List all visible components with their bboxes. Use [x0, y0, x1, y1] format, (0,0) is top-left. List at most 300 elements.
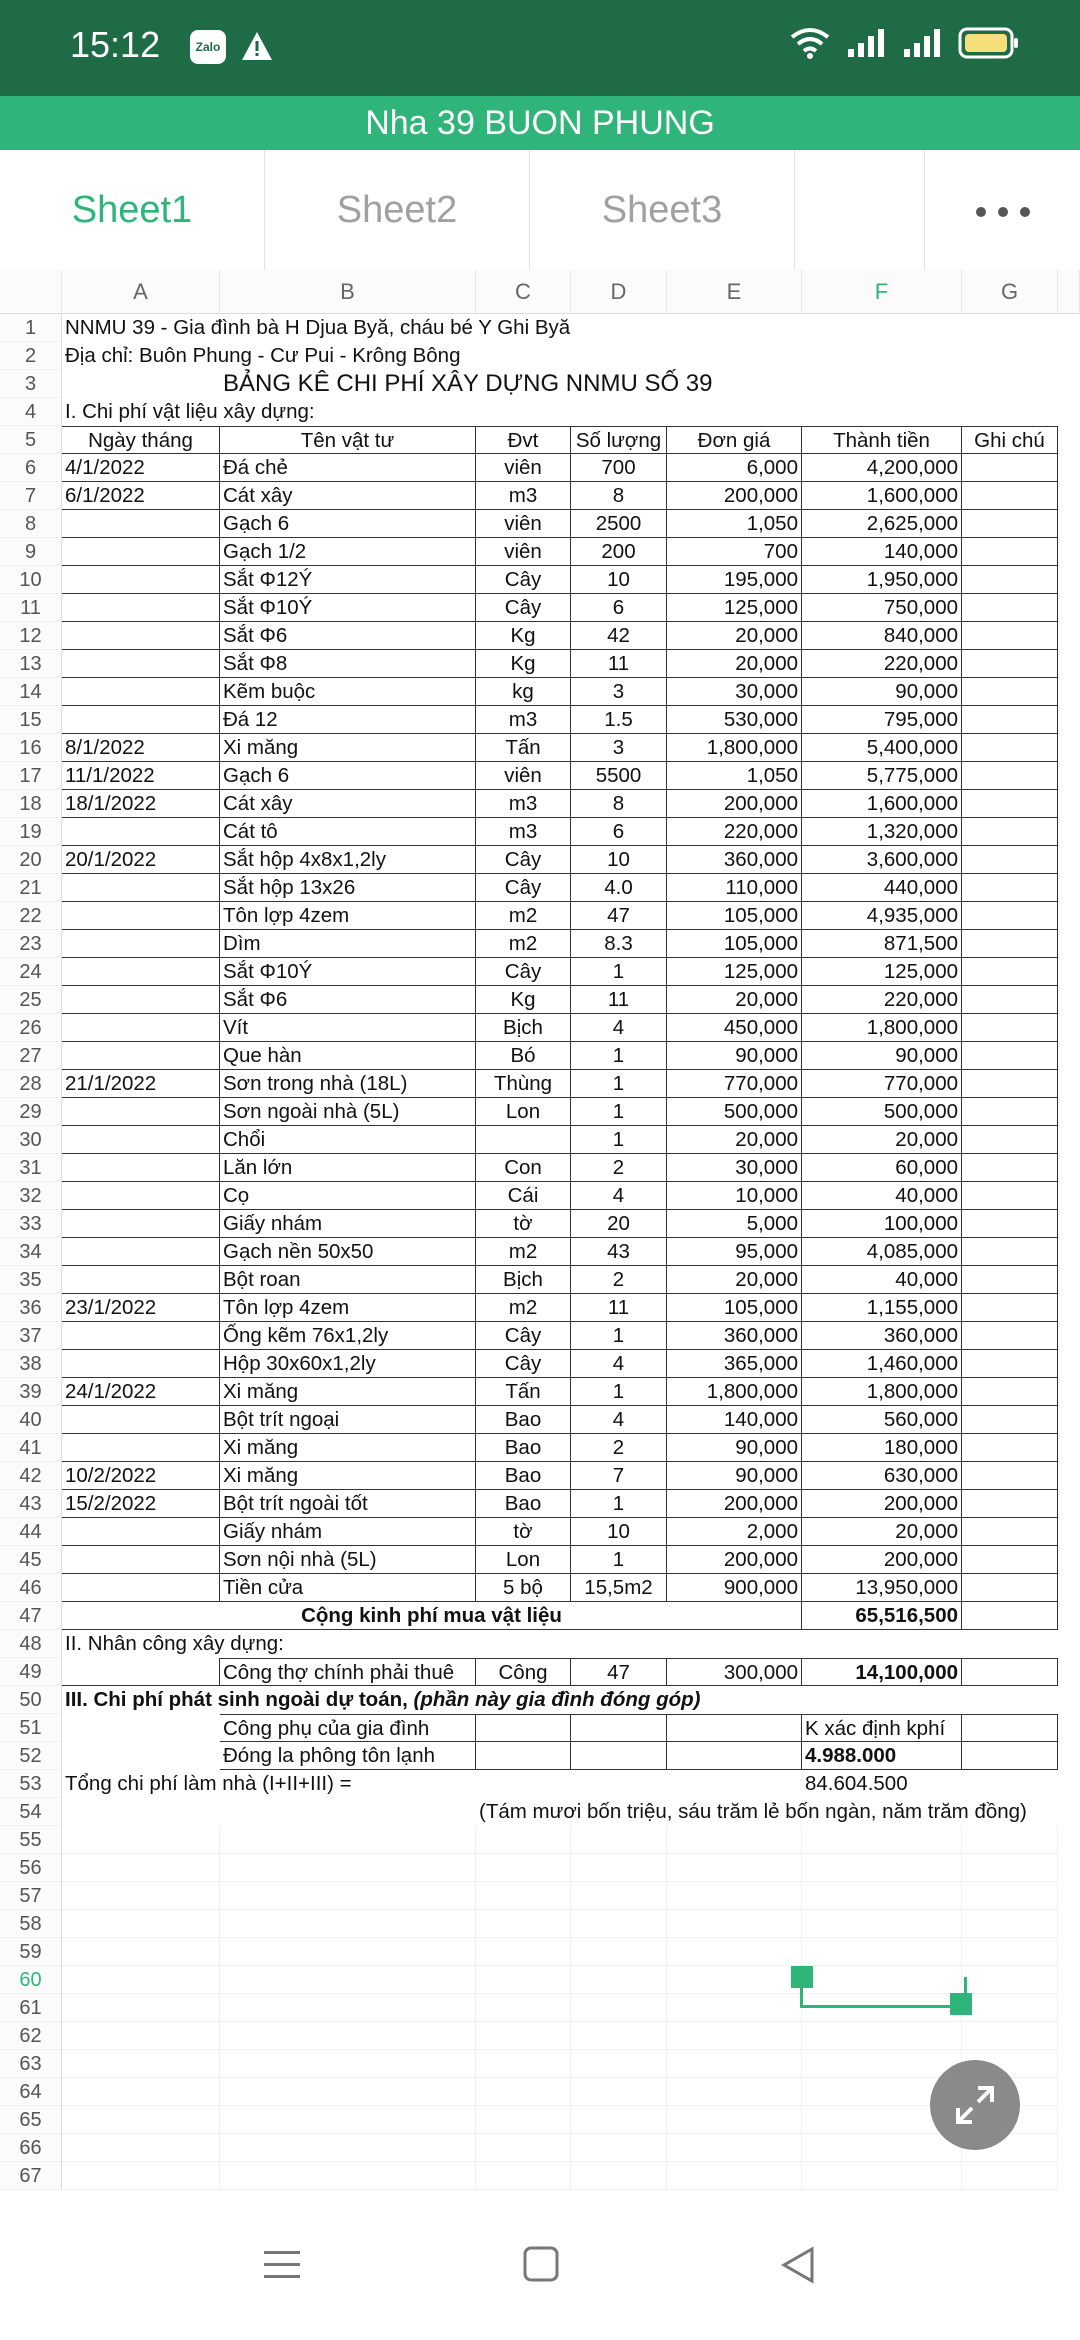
empty-cell[interactable]	[802, 1854, 962, 1882]
item-cell[interactable]: Kg	[476, 622, 571, 650]
item-cell[interactable]: Xi măng	[220, 1434, 476, 1462]
item-cell[interactable]: kg	[476, 678, 571, 706]
row-header[interactable]: 20	[0, 846, 62, 874]
column-header-c[interactable]: C	[476, 270, 571, 314]
empty-cell[interactable]	[667, 1910, 802, 1938]
item-cell[interactable]: 1	[571, 1378, 667, 1406]
item-cell[interactable]: 20,000	[667, 1126, 802, 1154]
row-header[interactable]: 27	[0, 1042, 62, 1070]
empty-cell[interactable]	[476, 1966, 571, 1994]
note-cell[interactable]	[962, 1014, 1058, 1042]
note-cell[interactable]	[962, 1518, 1058, 1546]
item-cell[interactable]: 125,000	[667, 958, 802, 986]
item-cell[interactable]: 4,935,000	[802, 902, 962, 930]
row-header[interactable]: 19	[0, 818, 62, 846]
item-cell[interactable]: Bao	[476, 1406, 571, 1434]
item-cell[interactable]: 2	[571, 1434, 667, 1462]
note-cell[interactable]	[962, 1266, 1058, 1294]
item-cell[interactable]: m3	[476, 818, 571, 846]
note-cell[interactable]	[962, 1042, 1058, 1070]
header-cell[interactable]: Đơn giá	[667, 426, 802, 454]
extra-cost-cell[interactable]	[667, 1714, 802, 1742]
empty-cell[interactable]	[802, 2134, 962, 2162]
item-cell[interactable]: Bao	[476, 1434, 571, 1462]
item-cell[interactable]: 1,800,000	[802, 1378, 962, 1406]
item-cell[interactable]: Sắt Φ10Ý	[220, 594, 476, 622]
item-cell[interactable]: 8	[571, 790, 667, 818]
header-cell[interactable]: Đvt	[476, 426, 571, 454]
extra-cost-cell[interactable]	[476, 1742, 571, 1770]
empty-cell[interactable]	[220, 2050, 476, 2078]
row-header[interactable]: 60	[0, 1966, 62, 1994]
item-cell[interactable]: Xi măng	[220, 1378, 476, 1406]
item-cell[interactable]: Sắt Φ6	[220, 986, 476, 1014]
row-header[interactable]: 67	[0, 2162, 62, 2190]
empty-cell[interactable]	[476, 1994, 571, 2022]
row-header[interactable]: 1	[0, 314, 62, 342]
empty-cell[interactable]	[571, 2078, 667, 2106]
row-header[interactable]: 56	[0, 1854, 62, 1882]
empty-cell[interactable]	[62, 2134, 220, 2162]
item-cell[interactable]: 18/1/2022	[62, 790, 220, 818]
back-nav-button[interactable]	[778, 2245, 818, 2290]
materials-total-label[interactable]: Cộng kinh phí mua vật liệu	[62, 1602, 802, 1630]
item-cell[interactable]: viên	[476, 510, 571, 538]
row-header[interactable]: 63	[0, 2050, 62, 2078]
item-cell[interactable]: 20,000	[667, 650, 802, 678]
item-cell[interactable]: 2500	[571, 510, 667, 538]
item-cell[interactable]: 20,000	[802, 1518, 962, 1546]
item-cell[interactable]: 8	[571, 482, 667, 510]
owner-info-cell[interactable]: NNMU 39 - Gia đình bà H Djua Byă, cháu bé Y Ghi Byă	[65, 316, 571, 339]
row-header[interactable]: 10	[0, 566, 62, 594]
row-header[interactable]: 11	[0, 594, 62, 622]
item-cell[interactable]: Bột trít ngoại	[220, 1406, 476, 1434]
note-cell[interactable]	[962, 1378, 1058, 1406]
item-cell[interactable]: 840,000	[802, 622, 962, 650]
item-cell[interactable]: 11	[571, 986, 667, 1014]
row-header[interactable]: 24	[0, 958, 62, 986]
item-cell[interactable]: m2	[476, 1238, 571, 1266]
fullscreen-button[interactable]	[930, 2060, 1020, 2150]
item-cell[interactable]: Lon	[476, 1098, 571, 1126]
empty-cell[interactable]	[667, 1826, 802, 1854]
empty-cell[interactable]	[667, 1938, 802, 1966]
item-cell[interactable]: Kg	[476, 986, 571, 1014]
empty-cell[interactable]	[220, 1966, 476, 1994]
item-cell[interactable]	[62, 622, 220, 650]
tab-sheet3[interactable]: Sheet3	[530, 150, 795, 270]
item-cell[interactable]: 20,000	[667, 1266, 802, 1294]
row-header[interactable]: 29	[0, 1098, 62, 1126]
note-cell[interactable]	[962, 1126, 1058, 1154]
note-cell[interactable]	[962, 734, 1058, 762]
item-cell[interactable]: 220,000	[667, 818, 802, 846]
item-cell[interactable]: 15/2/2022	[62, 1490, 220, 1518]
item-cell[interactable]: 200,000	[667, 1490, 802, 1518]
item-cell[interactable]: 3	[571, 678, 667, 706]
column-header-d[interactable]: D	[571, 270, 667, 314]
column-header-e[interactable]: E	[667, 270, 802, 314]
empty-cell[interactable]	[220, 2078, 476, 2106]
item-cell[interactable]	[62, 986, 220, 1014]
item-cell[interactable]: Sơn ngoài nhà (5L)	[220, 1098, 476, 1126]
item-cell[interactable]: 630,000	[802, 1462, 962, 1490]
item-cell[interactable]: Bột trít ngoài tốt	[220, 1490, 476, 1518]
item-cell[interactable]: 5,400,000	[802, 734, 962, 762]
item-cell[interactable]: Giấy nhám	[220, 1210, 476, 1238]
empty-cell[interactable]	[802, 1826, 962, 1854]
item-cell[interactable]: 1,800,000	[802, 1014, 962, 1042]
note-cell[interactable]	[962, 846, 1058, 874]
note-cell[interactable]	[962, 1658, 1058, 1686]
section-1-title[interactable]: I. Chi phí vật liệu xây dựng:	[65, 400, 315, 423]
sheet-heading-cell[interactable]: BẢNG KÊ CHI PHÍ XÂY DỰNG NNMU SỐ 39	[223, 370, 713, 397]
item-cell[interactable]: 4	[571, 1406, 667, 1434]
row-header[interactable]: 40	[0, 1406, 62, 1434]
item-cell[interactable]	[62, 902, 220, 930]
item-cell[interactable]: 4,200,000	[802, 454, 962, 482]
item-cell[interactable]: 770,000	[667, 1070, 802, 1098]
row-header[interactable]: 31	[0, 1154, 62, 1182]
item-cell[interactable]: Tấn	[476, 1378, 571, 1406]
empty-cell[interactable]	[667, 1966, 802, 1994]
note-cell[interactable]	[962, 1434, 1058, 1462]
empty-cell[interactable]	[62, 1938, 220, 1966]
item-cell[interactable]	[62, 1042, 220, 1070]
empty-cell[interactable]	[571, 1938, 667, 1966]
item-cell[interactable]: Hộp 30x60x1,2ly	[220, 1350, 476, 1378]
item-cell[interactable]: 95,000	[667, 1238, 802, 1266]
empty-cell[interactable]	[220, 2022, 476, 2050]
item-cell[interactable]	[62, 566, 220, 594]
row-header[interactable]: 32	[0, 1182, 62, 1210]
row-header[interactable]: 2	[0, 342, 62, 370]
item-cell[interactable]: Gạch 6	[220, 510, 476, 538]
item-cell[interactable]: 20,000	[667, 622, 802, 650]
column-header-f[interactable]: F	[802, 270, 962, 314]
row-header[interactable]: 25	[0, 986, 62, 1014]
note-cell[interactable]	[962, 1322, 1058, 1350]
labor-cell[interactable]: 47	[571, 1658, 667, 1686]
row-header[interactable]: 41	[0, 1434, 62, 1462]
item-cell[interactable]: 1	[571, 1546, 667, 1574]
labor-cell[interactable]	[62, 1658, 220, 1686]
item-cell[interactable]: 10/2/2022	[62, 1462, 220, 1490]
item-cell[interactable]: Dìm	[220, 930, 476, 958]
row-header[interactable]: 23	[0, 930, 62, 958]
home-nav-button[interactable]	[522, 2245, 560, 2288]
empty-cell[interactable]	[962, 2162, 1058, 2190]
note-cell[interactable]	[962, 706, 1058, 734]
row-header[interactable]: 48	[0, 1630, 62, 1658]
item-cell[interactable]: 6	[571, 818, 667, 846]
item-cell[interactable]: 11	[571, 650, 667, 678]
item-cell[interactable]	[62, 1266, 220, 1294]
item-cell[interactable]: Sắt Φ12Ý	[220, 566, 476, 594]
column-header-b[interactable]: B	[220, 270, 476, 314]
item-cell[interactable]: 4	[571, 1014, 667, 1042]
empty-cell[interactable]	[62, 2106, 220, 2134]
selection-handle-start[interactable]	[791, 1966, 813, 1988]
empty-cell[interactable]	[802, 2162, 962, 2190]
item-cell[interactable]	[62, 1406, 220, 1434]
item-cell[interactable]: Sơn trong nhà (18L)	[220, 1070, 476, 1098]
note-cell[interactable]	[962, 622, 1058, 650]
item-cell[interactable]: Gạch nền 50x50	[220, 1238, 476, 1266]
item-cell[interactable]: 105,000	[667, 930, 802, 958]
item-cell[interactable]: 1	[571, 1322, 667, 1350]
empty-cell[interactable]	[476, 2078, 571, 2106]
item-cell[interactable]: 1,460,000	[802, 1350, 962, 1378]
header-cell[interactable]: Ngày tháng	[62, 426, 220, 454]
item-cell[interactable]: Vít	[220, 1014, 476, 1042]
menu-nav-button[interactable]	[262, 2245, 302, 2290]
item-cell[interactable]: 2	[571, 1266, 667, 1294]
item-cell[interactable]: 200,000	[667, 1546, 802, 1574]
note-cell[interactable]	[962, 678, 1058, 706]
item-cell[interactable]: viên	[476, 538, 571, 566]
row-header[interactable]: 51	[0, 1714, 62, 1742]
item-cell[interactable]: viên	[476, 762, 571, 790]
empty-cell[interactable]	[571, 2106, 667, 2134]
item-cell[interactable]: 90,000	[667, 1434, 802, 1462]
row-header[interactable]: 37	[0, 1322, 62, 1350]
item-cell[interactable]: 10	[571, 1518, 667, 1546]
empty-cell[interactable]	[62, 1994, 220, 2022]
item-cell[interactable]: 1	[571, 1098, 667, 1126]
column-header-a[interactable]: A	[62, 270, 220, 314]
item-cell[interactable]: 5500	[571, 762, 667, 790]
item-cell[interactable]: m3	[476, 482, 571, 510]
item-cell[interactable]: Tôn lợp 4zem	[220, 902, 476, 930]
empty-cell[interactable]	[962, 1938, 1058, 1966]
item-cell[interactable]: 1,155,000	[802, 1294, 962, 1322]
row-header[interactable]: 47	[0, 1602, 62, 1630]
item-cell[interactable]	[62, 1574, 220, 1602]
item-cell[interactable]: 6	[571, 594, 667, 622]
item-cell[interactable]	[62, 1126, 220, 1154]
item-cell[interactable]: 200,000	[667, 482, 802, 510]
item-cell[interactable]: 21/1/2022	[62, 1070, 220, 1098]
item-cell[interactable]: 180,000	[802, 1434, 962, 1462]
item-cell[interactable]: Thùng	[476, 1070, 571, 1098]
item-cell[interactable]: Xi măng	[220, 1462, 476, 1490]
item-cell[interactable]: Tôn lợp 4zem	[220, 1294, 476, 1322]
item-cell[interactable]: 5 bộ	[476, 1574, 571, 1602]
item-cell[interactable]: Cọ	[220, 1182, 476, 1210]
extra-cost-cell[interactable]: Đóng la phông tôn lạnh	[220, 1742, 476, 1770]
empty-cell[interactable]	[667, 1854, 802, 1882]
item-cell[interactable]: Giấy nhám	[220, 1518, 476, 1546]
item-cell[interactable]	[62, 1350, 220, 1378]
empty-cell[interactable]	[62, 2022, 220, 2050]
item-cell[interactable]: 110,000	[667, 874, 802, 902]
empty-cell[interactable]	[62, 1882, 220, 1910]
empty-cell[interactable]	[667, 2106, 802, 2134]
extra-cost-cell[interactable]	[571, 1714, 667, 1742]
extra-cost-cell[interactable]: Công phụ của gia đình	[220, 1714, 476, 1742]
note-cell[interactable]	[962, 1490, 1058, 1518]
item-cell[interactable]: 560,000	[802, 1406, 962, 1434]
row-header[interactable]: 35	[0, 1266, 62, 1294]
row-header[interactable]: 36	[0, 1294, 62, 1322]
empty-cell[interactable]	[962, 1854, 1058, 1882]
note-cell[interactable]	[962, 986, 1058, 1014]
item-cell[interactable]: 90,000	[802, 678, 962, 706]
empty-cell[interactable]	[571, 1882, 667, 1910]
empty-cell[interactable]	[571, 2050, 667, 2078]
item-cell[interactable]: 1	[571, 1042, 667, 1070]
empty-cell[interactable]	[476, 1882, 571, 1910]
note-cell[interactable]	[962, 1294, 1058, 1322]
item-cell[interactable]: Bó	[476, 1042, 571, 1070]
item-cell[interactable]: Bột roan	[220, 1266, 476, 1294]
item-cell[interactable]: 200,000	[667, 790, 802, 818]
empty-cell[interactable]	[962, 1994, 1058, 2022]
item-cell[interactable]: 3,600,000	[802, 846, 962, 874]
item-cell[interactable]: 140,000	[802, 538, 962, 566]
note-cell[interactable]	[962, 1210, 1058, 1238]
note-cell[interactable]	[962, 566, 1058, 594]
item-cell[interactable]: 440,000	[802, 874, 962, 902]
item-cell[interactable]: 1,050	[667, 510, 802, 538]
empty-cell[interactable]	[62, 2050, 220, 2078]
empty-cell[interactable]	[571, 1994, 667, 2022]
empty-cell[interactable]	[962, 2022, 1058, 2050]
row-header[interactable]: 61	[0, 1994, 62, 2022]
item-cell[interactable]	[62, 650, 220, 678]
extra-cost-cell[interactable]: 4.988.000	[802, 1742, 962, 1770]
item-cell[interactable]: Sắt hộp 4x8x1,2ly	[220, 846, 476, 874]
labor-cell[interactable]: Công thợ chính phải thuê	[220, 1658, 476, 1686]
item-cell[interactable]	[62, 538, 220, 566]
item-cell[interactable]: 140,000	[667, 1406, 802, 1434]
item-cell[interactable]: 6/1/2022	[62, 482, 220, 510]
note-cell[interactable]	[962, 1070, 1058, 1098]
row-header[interactable]: 64	[0, 2078, 62, 2106]
header-cell[interactable]: Thành tiền	[802, 426, 962, 454]
note-cell[interactable]	[962, 1602, 1058, 1630]
item-cell[interactable]: 40,000	[802, 1182, 962, 1210]
item-cell[interactable]: Cát xây	[220, 790, 476, 818]
note-cell[interactable]	[962, 1238, 1058, 1266]
item-cell[interactable]: 2,000	[667, 1518, 802, 1546]
item-cell[interactable]: 1	[571, 1126, 667, 1154]
item-cell[interactable]	[62, 874, 220, 902]
empty-cell[interactable]	[802, 2050, 962, 2078]
item-cell[interactable]: m2	[476, 930, 571, 958]
row-header[interactable]: 46	[0, 1574, 62, 1602]
item-cell[interactable]: 42	[571, 622, 667, 650]
item-cell[interactable]: 500,000	[667, 1098, 802, 1126]
corner-cell[interactable]	[0, 270, 62, 314]
item-cell[interactable]: 125,000	[802, 958, 962, 986]
empty-cell[interactable]	[667, 1994, 802, 2022]
item-cell[interactable]: 530,000	[667, 706, 802, 734]
row-header[interactable]: 14	[0, 678, 62, 706]
item-cell[interactable]: 871,500	[802, 930, 962, 958]
item-cell[interactable]: Tiền cửa	[220, 1574, 476, 1602]
spreadsheet-grid[interactable]	[0, 270, 1080, 2200]
selection-handle-end[interactable]	[950, 1993, 972, 2015]
item-cell[interactable]: Cây	[476, 1350, 571, 1378]
empty-cell[interactable]	[62, 2162, 220, 2190]
note-cell[interactable]	[962, 1154, 1058, 1182]
item-cell[interactable]: 105,000	[667, 1294, 802, 1322]
item-cell[interactable]	[62, 678, 220, 706]
item-cell[interactable]: 1,320,000	[802, 818, 962, 846]
item-cell[interactable]: 4,085,000	[802, 1238, 962, 1266]
extra-cost-cell[interactable]: K xác định kphí	[802, 1714, 962, 1742]
item-cell[interactable]: Lăn lớn	[220, 1154, 476, 1182]
item-cell[interactable]: 3	[571, 734, 667, 762]
item-cell[interactable]: 700	[667, 538, 802, 566]
empty-cell[interactable]	[220, 1826, 476, 1854]
row-header[interactable]: 34	[0, 1238, 62, 1266]
item-cell[interactable]: 2	[571, 1154, 667, 1182]
empty-cell[interactable]	[62, 1910, 220, 1938]
item-cell[interactable]: Đá chẻ	[220, 454, 476, 482]
item-cell[interactable]: Bao	[476, 1490, 571, 1518]
empty-cell[interactable]	[476, 2106, 571, 2134]
item-cell[interactable]: 1,800,000	[667, 1378, 802, 1406]
item-cell[interactable]	[62, 1014, 220, 1042]
item-cell[interactable]: Ống kẽm 76x1,2ly	[220, 1322, 476, 1350]
materials-total-value[interactable]: 65,516,500	[802, 1602, 962, 1630]
item-cell[interactable]: 365,000	[667, 1350, 802, 1378]
empty-cell[interactable]	[667, 1882, 802, 1910]
item-cell[interactable]: 10,000	[667, 1182, 802, 1210]
item-cell[interactable]: Cái	[476, 1182, 571, 1210]
item-cell[interactable]: Sắt Φ10Ý	[220, 958, 476, 986]
row-header[interactable]: 3	[0, 370, 62, 398]
item-cell[interactable]: 4	[571, 1350, 667, 1378]
note-cell[interactable]	[962, 902, 1058, 930]
empty-cell[interactable]	[667, 2162, 802, 2190]
empty-cell[interactable]	[62, 2078, 220, 2106]
item-cell[interactable]: tờ	[476, 1518, 571, 1546]
item-cell[interactable]: 200	[571, 538, 667, 566]
note-cell[interactable]	[962, 510, 1058, 538]
row-header[interactable]: 4	[0, 398, 62, 426]
empty-cell[interactable]	[802, 1910, 962, 1938]
row-header[interactable]: 66	[0, 2134, 62, 2162]
item-cell[interactable]: Cây	[476, 594, 571, 622]
item-cell[interactable]: 360,000	[802, 1322, 962, 1350]
row-header[interactable]: 5	[0, 426, 62, 454]
empty-cell[interactable]	[962, 1966, 1058, 1994]
empty-cell[interactable]	[667, 2134, 802, 2162]
item-cell[interactable]	[62, 1434, 220, 1462]
item-cell[interactable]: 60,000	[802, 1154, 962, 1182]
row-header[interactable]: 57	[0, 1882, 62, 1910]
item-cell[interactable]	[62, 1238, 220, 1266]
item-cell[interactable]: 20,000	[802, 1126, 962, 1154]
item-cell[interactable]: 4/1/2022	[62, 454, 220, 482]
item-cell[interactable]: 1	[571, 1070, 667, 1098]
item-cell[interactable]: 750,000	[802, 594, 962, 622]
item-cell[interactable]: 8/1/2022	[62, 734, 220, 762]
item-cell[interactable]: Cây	[476, 566, 571, 594]
item-cell[interactable]: 1	[571, 958, 667, 986]
item-cell[interactable]: Sắt Φ6	[220, 622, 476, 650]
item-cell[interactable]: 43	[571, 1238, 667, 1266]
row-header[interactable]: 18	[0, 790, 62, 818]
empty-cell[interactable]	[476, 1854, 571, 1882]
empty-cell[interactable]	[571, 2162, 667, 2190]
item-cell[interactable]: Sắt hộp 13x26	[220, 874, 476, 902]
